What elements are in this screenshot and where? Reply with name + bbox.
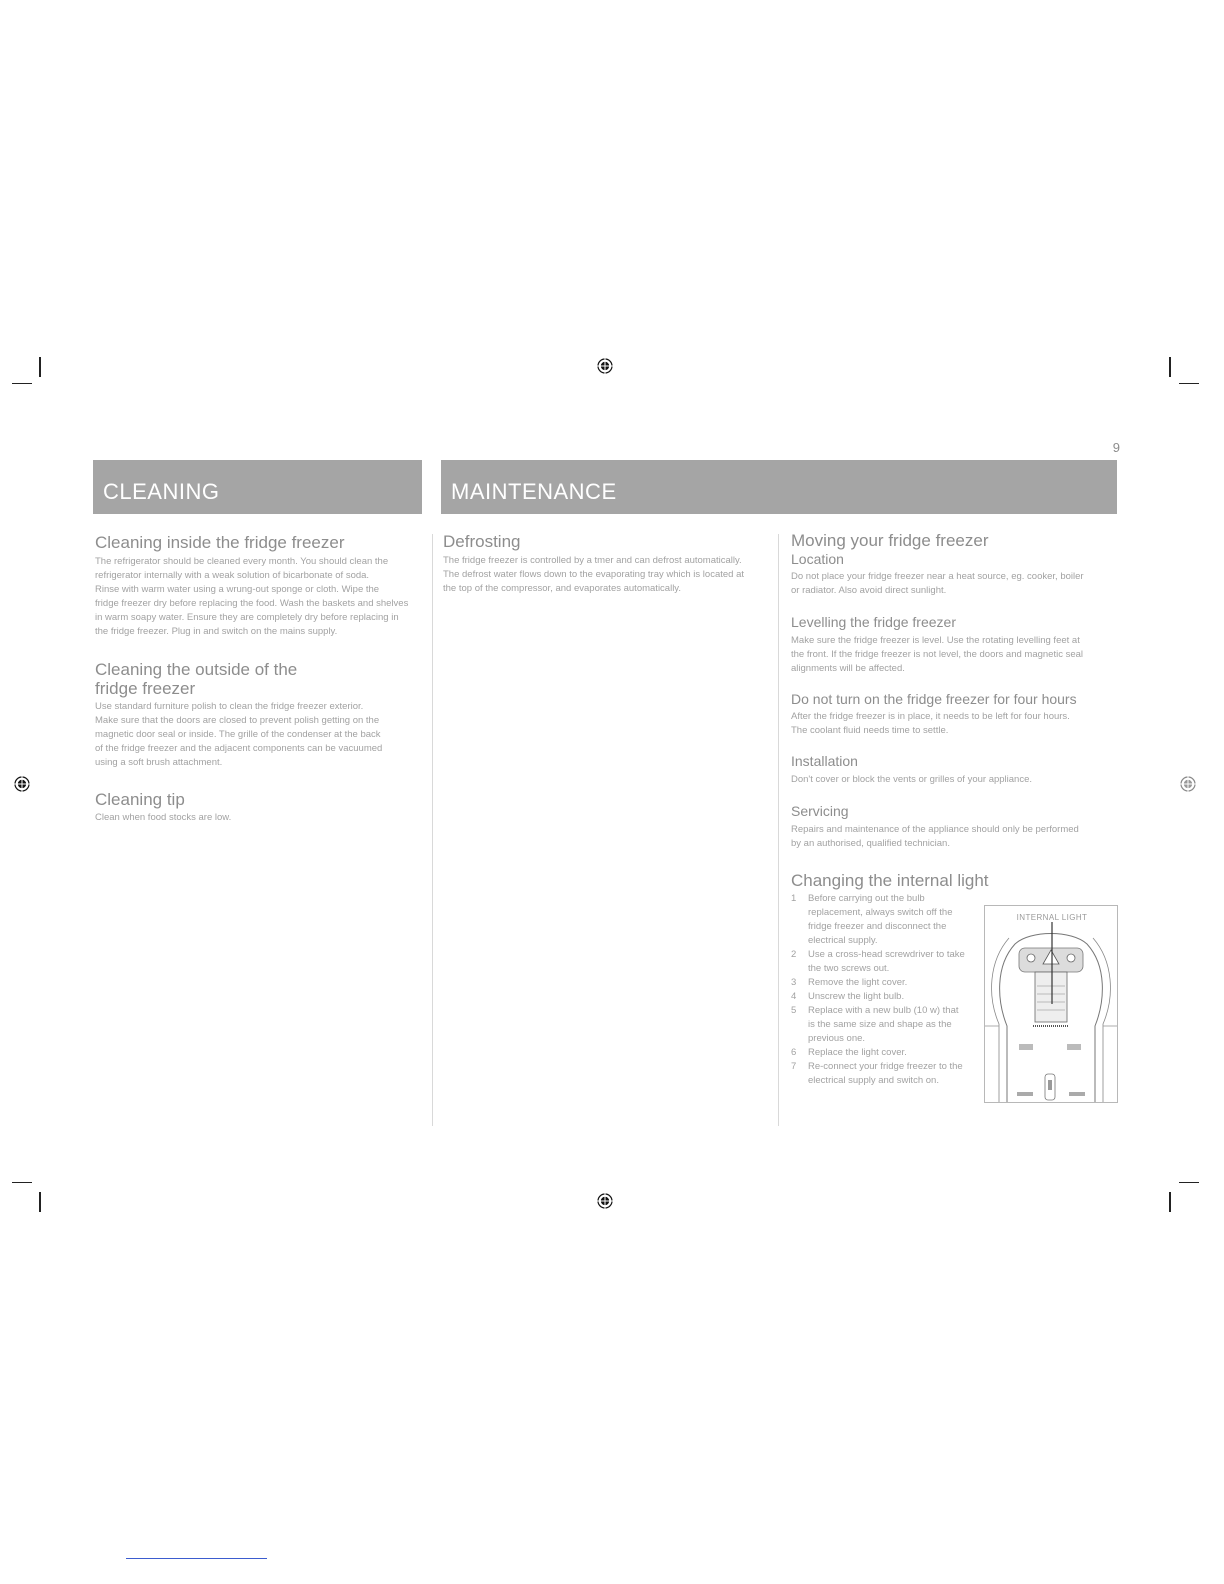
fridge-interior-diagram-icon [985, 906, 1117, 1102]
crop-mark [39, 357, 41, 377]
crop-mark [12, 1182, 32, 1183]
section-title: Moving your fridge freezer [791, 531, 989, 550]
cleaning-tip-text: Clean when food stocks are low. [95, 812, 232, 823]
registration-mark-icon [14, 776, 30, 792]
section-title: Cleaning the outside of the [95, 660, 298, 679]
section-title: Cleaning tip [95, 790, 185, 809]
text-line: Rinse with warm water using a wrung-out sponge or cloth. Wipe the [95, 584, 380, 595]
cleaning-banner: CLEANING [93, 460, 422, 514]
list-item: 1 Before carrying out the bulb replacement, always switch off the fridge freezer and disconnect the electrical supply. [791, 893, 953, 946]
text-line: fridge freezer dry before replacing the food. Wash the baskets and shelves [95, 598, 409, 609]
text-line: Do not place your fridge freezer near a heat source, eg. cooker, boiler [791, 571, 1084, 582]
text-line: by an authorised, qualified technician. [791, 838, 950, 849]
cleaning-outside-text [95, 700, 435, 770]
list-item: 3 Remove the light cover. [791, 977, 908, 988]
text-line: using a soft brush attachment. [95, 757, 223, 768]
list-item: 2 Use a cross-head screwdriver to take the two screws out. [791, 949, 965, 974]
crop-mark [1179, 383, 1199, 384]
crop-mark [1179, 1182, 1199, 1183]
section-title: Cleaning inside the fridge freezer [95, 533, 345, 552]
column-divider [778, 534, 779, 1126]
text-line: Repairs and maintenance of the appliance should only be performed [791, 824, 1079, 835]
maintenance-banner: MAINTENANCE [441, 460, 1117, 514]
text-line: The fridge freezer is controlled by a tmer and can defrost automatically. [443, 555, 742, 566]
crop-mark [12, 383, 32, 384]
cleaning-inside-text [95, 555, 435, 639]
text-line: alignments will be affected. [791, 663, 905, 674]
text-line: the top of the compressor, and evaporates automatically. [443, 583, 681, 594]
text-line: Use standard furniture polish to clean the fridge freezer exterior. [95, 701, 364, 712]
light-steps-list [791, 892, 979, 1088]
text-line: The refrigerator should be cleaned every month. You should clean the [95, 556, 389, 567]
text-line: of the fridge freezer and the adjacent components can be vacuumed [95, 743, 383, 754]
section-title: fridge freezer [95, 679, 196, 698]
text-line: the fridge freezer. Plug in and switch on the mains supply. [95, 626, 338, 637]
internal-light-figure [984, 905, 1118, 1103]
registration-mark-icon [1180, 776, 1196, 792]
list-item: 7 Re-connect your fridge freezer to the electrical supply and switch on. [791, 1061, 963, 1086]
divider-line [126, 1558, 267, 1559]
figure-label: INTERNAL LIGHT [1016, 913, 1088, 922]
text-line: Make sure the fridge freezer is level. Use the rotating levelling feet at [791, 635, 1080, 646]
text-line: or radiator. Also avoid direct sunlight. [791, 585, 947, 596]
registration-mark-icon [597, 358, 613, 374]
defrosting-column [443, 532, 776, 596]
registration-mark-icon [597, 1193, 613, 1209]
list-item: 5 Replace with a new bulb (10 w) that is the same size and shape as the previous one. [791, 1005, 959, 1044]
text-line: the front. If the fridge freezer is not level, the doors and magnetic seal [791, 649, 1084, 660]
section-title: Changing the internal light [791, 871, 989, 890]
text-line: Don't cover or block the vents or grilles of your appliance. [791, 774, 1033, 785]
page-number: 9 [1112, 440, 1120, 455]
subsection-title: Location [791, 551, 844, 567]
list-item: 6 Replace the light cover. [791, 1047, 907, 1058]
subsection-title: Do not turn on the fridge freezer for four hours [791, 691, 1077, 707]
text-line: The coolant fluid needs time to settle. [791, 725, 949, 736]
list-item: 4 Unscrew the light bulb. [791, 991, 905, 1002]
crop-mark [1169, 357, 1171, 377]
crop-mark [1169, 1192, 1171, 1212]
section-title: Defrosting [443, 532, 521, 551]
subsection-title: Installation [791, 753, 858, 769]
text-line: After the fridge freezer is in place, it needs to be left for four hours. [791, 711, 1070, 722]
text-line: Make sure that the doors are closed to prevent polish getting on the [95, 715, 380, 726]
subsection-title: Servicing [791, 803, 849, 819]
subsection-title: Levelling the fridge freezer [791, 614, 956, 630]
text-line: in warm soapy water. Ensure they are completely dry before replacing in [95, 612, 399, 623]
text-line: The defrost water flows down to the evaporating tray which is located at [443, 569, 744, 580]
text-line: refrigerator internally with a weak solution of bicarbonate of soda. [95, 570, 370, 581]
cleaning-column [95, 533, 435, 825]
text-line: magnetic door seal or inside. The grille of the condenser at the back [95, 729, 381, 740]
crop-mark [39, 1192, 41, 1212]
